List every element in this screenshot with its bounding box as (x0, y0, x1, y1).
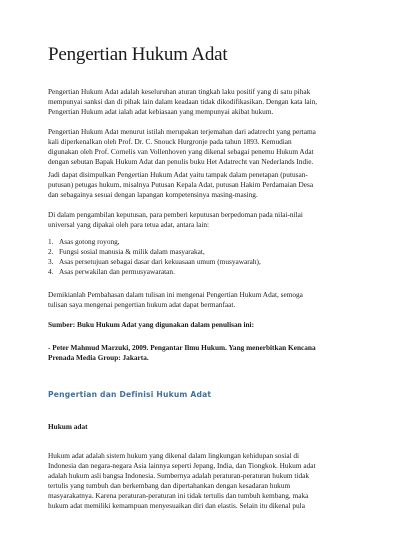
list-item: 2. Fungsi sosial manusia & milik dalam masyarakat, (48, 247, 205, 256)
text-line: putusan) petugas hukum, misalnya Putusan Kepala Adat, putusan Hakim Perdamaian Desa (48, 180, 314, 189)
list-item: 1. Asas gotong royong, (48, 237, 120, 246)
section-heading: Pengertian dan Definisi Hukum Adat (48, 390, 212, 399)
subheading (48, 422, 368, 432)
text-line: dengan sebutan Bapak Hukum Adat dan penulis buku Het Adatrecht van Nederlands Indie. (48, 157, 314, 166)
paragraph-decision (48, 210, 368, 230)
paragraph-customary-law (48, 451, 368, 511)
text-line: hukum adat memiliki kemampuan menyesuaikan diri dan elastis. Selain itu dikenal pula (48, 501, 305, 510)
text-line: Di dalam pengambilan keputusan, para pemberi keputusan berpedoman pada nilai-nilai (48, 210, 303, 219)
paragraph-history (48, 127, 368, 167)
text-line: Pengertian Hukum adat ialah adat kebiasaan yang mempunyai akibat hukum. (48, 107, 274, 116)
list-item: 4. Asas perwakilan dan permusyawaratan. (48, 267, 175, 276)
source-label (48, 320, 368, 330)
text-line: Hukum adat (48, 422, 88, 431)
text-line: Indonesia dan negara-negara Asia lainnya seperti Jepang, India, dan Tiongkok. Hukum adat (48, 461, 316, 470)
page-title: Pengertian Hukum Adat (48, 44, 228, 65)
text-line: adalah hukum asli bangsa Indonesia. Sumbernya adalah peraturan-peraturan hukum tidak (48, 471, 309, 480)
text-line: dan sebagainya sesuai dengan lapangan kompetensinya masing-masing. (48, 190, 258, 199)
text-line: mempunyai sanksi dan di pihak lain dalam keadaan tidak dikodifikasikan. Dengan kata lain, (48, 97, 318, 106)
text-line: masyarakatnya. Karena peraturan-peraturan ini tidak tertulis dan tumbuh kembang, maka (48, 491, 309, 500)
text-line: - Peter Mahmud Marzuki, 2009. Pengantar Ilmu Hukum. Yang menerbitkan Kencana (48, 343, 316, 352)
values-list (48, 237, 368, 277)
paragraph-definition (48, 87, 368, 117)
paragraph-conclusion (48, 170, 368, 200)
text-line: tulisan saya mengenai pengertian hukum adat dapat bermanfaat. (48, 300, 236, 309)
text-line: Demikianlah Pembahasan dalam tulisan ini mengenai Pengertian Hukum Adat, semoga (48, 290, 303, 299)
text-line: Hukum adat adalah sistem hukum yang dikenal dalam lingkungan kehidupan sosial di (48, 451, 300, 460)
source-citation (48, 343, 368, 363)
list-item: 3. Asas persetujuan sebagai dasar dari kekuasaan umum (musyawarah), (48, 257, 261, 266)
text-line: kali diperkenalkan oleh Prof. Dr. C. Snouck Hurgronje pada tahun 1893. Kemudian (48, 137, 292, 146)
text-line: Pengertian Hukum Adat menurut istilah merupakan terjemahan dari adatrecht yang pertama (48, 127, 316, 136)
text-line: universal yang dipakai oleh para tetua adat, antara lain: (48, 220, 210, 229)
text-line: Pengertian Hukum Adat adalah keseluruhan aturan tingkah laku positif yang di satu pihak (48, 87, 311, 96)
text-line: Sumber: Buku Hukum Adat yang digunakan dalam penulisan ini: (48, 320, 255, 329)
text-line: digunakan oleh Prof. Cornelis van Vollenhoven yang dikenal sebagai penemu Hukum Adat (48, 147, 314, 156)
text-line: tertulis yang tumbuh dan berkembang dan dipertahankan dengan kesadaran hukum (48, 481, 291, 490)
text-line: Jadi dapat disimpulkan Pengertian Hukum Adat yaitu tampak dalam penetapan (putusan- (48, 170, 308, 179)
paragraph-closing (48, 290, 368, 310)
text-line: Prenada Media Group: Jakarta. (48, 353, 149, 362)
